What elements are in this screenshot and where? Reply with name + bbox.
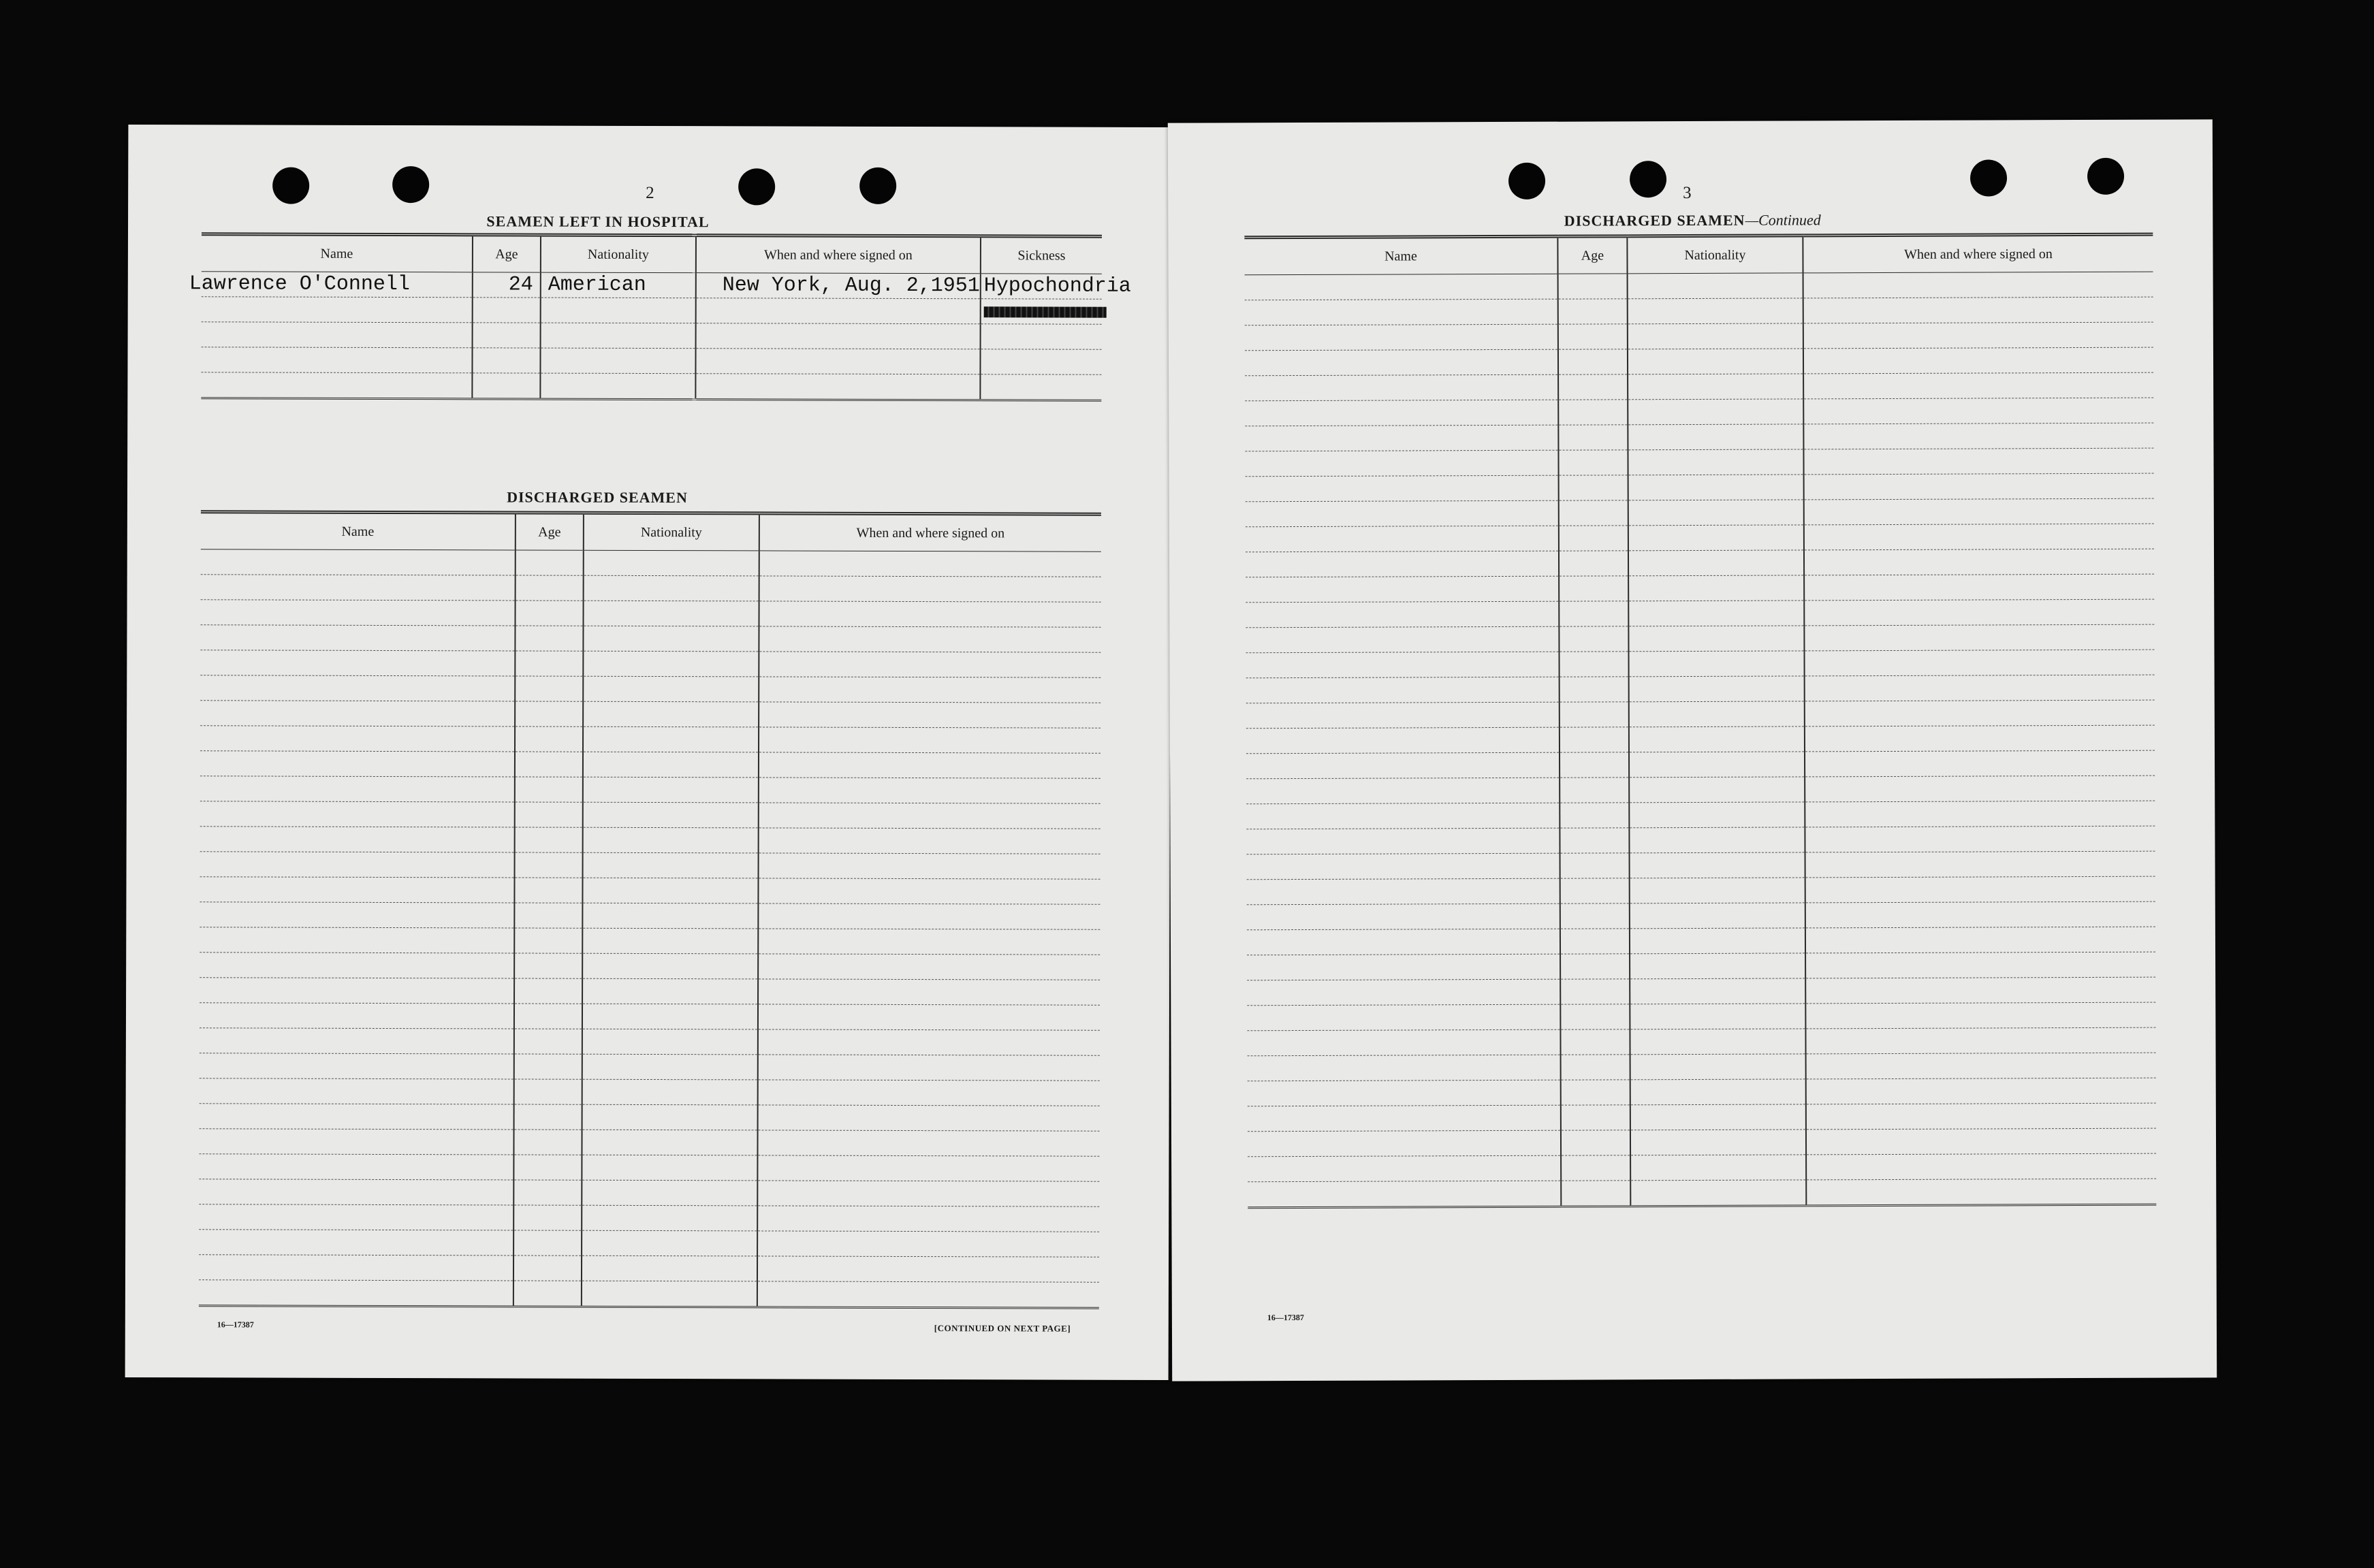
discharged-continued-table <box>1244 233 2156 1209</box>
table-row <box>201 372 1101 400</box>
table-row <box>200 625 1101 652</box>
seaman-name: Lawrence O'Connell <box>189 272 460 298</box>
table-row <box>200 701 1101 728</box>
seaman-signed-on: New York, Aug. 2,1951 <box>696 273 981 299</box>
column-header-nationality: Nationality <box>1627 236 1803 274</box>
punch-hole <box>272 167 309 204</box>
table-row <box>1247 901 2155 930</box>
table-row <box>1246 650 2154 678</box>
table-row <box>1246 498 2154 527</box>
table-row <box>200 902 1100 929</box>
table-row <box>200 600 1101 627</box>
table-row <box>1246 801 2155 829</box>
table-row <box>1247 876 2155 905</box>
table-row <box>1245 322 2153 351</box>
hospital-table <box>189 232 1131 401</box>
left-page <box>125 125 1172 1380</box>
discharged-section-title: DISCHARGED SEAMEN <box>507 488 688 507</box>
table-row <box>200 1053 1100 1081</box>
table-row <box>200 1104 1100 1131</box>
table-row <box>201 575 1101 602</box>
section-title-main: DISCHARGED SEAMEN <box>1564 211 1745 229</box>
table-row <box>200 927 1100 955</box>
table-row <box>199 1129 1099 1156</box>
punch-hole <box>2087 158 2124 195</box>
punch-hole <box>859 167 896 204</box>
table-row <box>199 1154 1099 1181</box>
table-row <box>202 322 1102 349</box>
column-header-age: Age <box>516 513 584 550</box>
table-row <box>1246 675 2155 703</box>
table-row <box>1247 927 2155 955</box>
punch-hole <box>738 168 775 205</box>
table-row <box>1245 347 2153 376</box>
table-row <box>1246 574 2154 603</box>
discharged-continued-title <box>1495 211 1890 230</box>
column-header-age: Age <box>1557 236 1627 274</box>
table-row <box>200 801 1101 829</box>
table-row <box>200 1003 1100 1030</box>
table-row <box>1246 725 2155 754</box>
continued-note: [CONTINUED ON NEXT PAGE] <box>934 1323 1071 1334</box>
table-row <box>1246 599 2154 628</box>
punch-hole <box>392 166 429 203</box>
table-row <box>199 1280 1099 1308</box>
table-row <box>1247 1027 2155 1056</box>
hospital-section-title: SEAMEN LEFT IN HOSPITAL <box>486 212 710 231</box>
form-number: 16—17387 <box>217 1319 254 1330</box>
table-row <box>1246 473 2154 502</box>
punch-hole <box>1970 159 2007 196</box>
table-row <box>1245 398 2153 426</box>
column-header-age: Age <box>473 235 541 272</box>
table-row <box>199 1230 1099 1257</box>
table-row <box>1248 1128 2156 1157</box>
punch-hole <box>1508 163 1545 199</box>
table-row <box>1246 775 2155 804</box>
table-row <box>1245 423 2153 451</box>
column-header-signed-on: When and where signed on <box>696 236 981 274</box>
table-row <box>199 1179 1099 1206</box>
table-row <box>1245 272 2153 300</box>
table-row <box>1246 826 2155 854</box>
table-row <box>1248 1103 2156 1132</box>
table-row <box>1245 448 2153 477</box>
table-row <box>199 1204 1099 1232</box>
table-row <box>1246 524 2154 552</box>
table-row <box>1245 297 2153 325</box>
page-number: 2 <box>646 183 654 203</box>
table-row <box>200 1028 1100 1055</box>
table-row <box>1248 1053 2156 1081</box>
column-header-nationality: Nationality <box>584 513 759 551</box>
table-row <box>1247 1002 2155 1031</box>
column-header-name: Name <box>1244 236 1557 275</box>
seaman-sickness: Hypochondria <box>981 274 1102 299</box>
table-row <box>1246 750 2155 779</box>
table-row <box>1246 624 2154 653</box>
column-header-signed-on: When and where signed on <box>1803 234 2153 273</box>
table-row <box>1245 372 2153 401</box>
seaman-nationality: American <box>541 272 696 298</box>
column-header-name: Name <box>202 234 473 272</box>
table-row <box>200 751 1101 778</box>
table-row <box>1246 549 2154 577</box>
struck-out-text <box>984 306 1107 317</box>
column-header-nationality: Nationality <box>541 235 696 273</box>
table-row <box>1248 1153 2156 1182</box>
table-row <box>200 852 1101 879</box>
table-row <box>202 297 1102 324</box>
table-row <box>200 776 1101 803</box>
table-row <box>200 1078 1100 1106</box>
table-row <box>200 877 1100 904</box>
form-number: 16—17387 <box>1267 1312 1304 1323</box>
table-row <box>200 978 1100 1005</box>
column-header-name: Name <box>201 512 516 550</box>
table-row <box>200 827 1101 854</box>
table-row <box>199 1255 1099 1282</box>
table-row <box>202 272 1102 299</box>
table-row <box>1247 851 2155 880</box>
column-header-sickness: Sickness <box>981 236 1102 274</box>
table-row <box>1248 1078 2156 1106</box>
table-row <box>201 347 1101 374</box>
table-row <box>1247 977 2155 1006</box>
seaman-age: 24 <box>473 272 541 298</box>
section-title-suffix: —Continued <box>1745 211 1821 229</box>
table-row <box>1246 700 2155 729</box>
right-page <box>1168 119 2217 1381</box>
table-row <box>200 675 1101 703</box>
table-row <box>200 726 1101 753</box>
punch-hole <box>1630 161 1666 197</box>
column-header-signed-on: When and where signed on <box>759 513 1101 551</box>
table-row <box>1247 952 2155 980</box>
table-row <box>1248 1179 2156 1208</box>
discharged-table <box>199 510 1101 1309</box>
table-row <box>200 953 1100 980</box>
table-row <box>200 650 1101 677</box>
table-row <box>201 549 1101 577</box>
page-number: 3 <box>1683 183 1692 203</box>
